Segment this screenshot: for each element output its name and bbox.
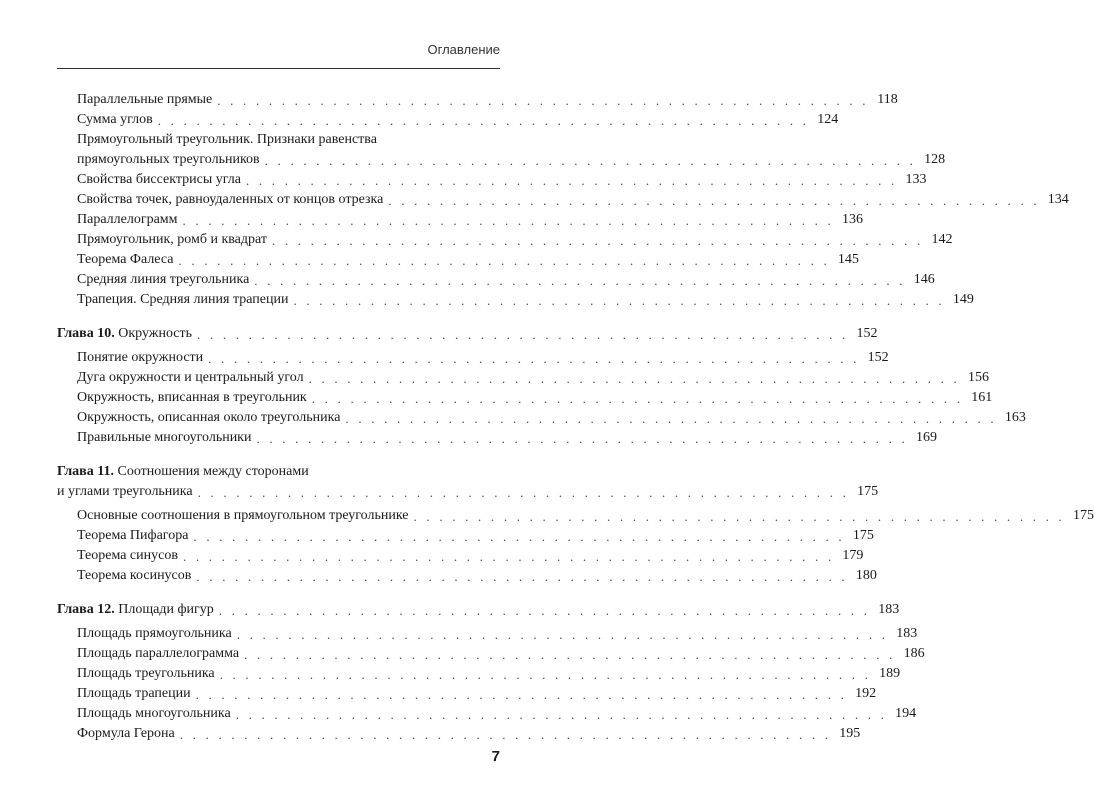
toc-entry[interactable]: [57, 684, 877, 704]
toc-entry-title: Дуга окружности и центральный угол: [77, 370, 304, 385]
leader-dots: . . . . . . . . . . . . . . . . . . . . . . . . . . . . . . . . . . . . . . . . . . . . . . . . . . .: [217, 93, 869, 108]
toc-entry-page: 149: [952, 292, 974, 307]
leader-dots: . . . . . . . . . . . . . . . . . . . . . . . . . . . . . . . . . . . . . . . . . . . . . . . . . . .: [182, 213, 834, 228]
toc-entry-page: 136: [841, 212, 863, 227]
leader-dots: . . . . . . . . . . . . . . . . . . . . . . . . . . . . . . . . . . . . . . . . . . . . . . . . . . .: [311, 391, 964, 406]
toc-entry-title: Сумма углов: [77, 112, 153, 127]
leader-dots: . . . . . . . . . . . . . . . . . . . . . . . . . . . . . . . . . . . . . . . . . . . . . . . . . . .: [271, 233, 924, 248]
toc-entry-page: 161: [971, 390, 993, 405]
toc-entry-page: 179: [842, 548, 864, 563]
toc-chapter-11-line1[interactable]: [57, 462, 500, 482]
running-header: Оглавление: [427, 42, 500, 57]
toc-entry-title: Площадь треугольника: [77, 666, 215, 681]
chapter-page: 152: [856, 326, 878, 341]
toc-entry[interactable]: [57, 210, 863, 230]
chapter-title: и углами треугольника: [57, 484, 193, 499]
toc-entry[interactable]: [57, 566, 877, 586]
leader-dots: . . . . . . . . . . . . . . . . . . . . . . . . . . . . . . . . . . . . . . . . . . . . . . . . . . .: [195, 687, 848, 702]
toc-entry[interactable]: [57, 110, 839, 130]
toc-entry-title-line1: Прямоугольный треугольник. Признаки равенства: [77, 132, 377, 147]
toc-entry[interactable]: [57, 644, 925, 664]
toc-entry-title: Теорема Фалеса: [77, 252, 174, 267]
toc-entry[interactable]: [57, 506, 1094, 526]
toc-entry-title: Параллельные прямые: [77, 92, 213, 107]
toc-entry[interactable]: [57, 230, 953, 250]
toc-chapter-12[interactable]: [57, 600, 900, 620]
chapter-page: 175: [857, 484, 879, 499]
toc-entry-title: Площадь параллелограмма: [77, 646, 240, 661]
toc-entry-page: 180: [855, 568, 877, 583]
toc-chapter-10[interactable]: [57, 324, 878, 344]
leader-dots: . . . . . . . . . . . . . . . . . . . . . . . . . . . . . . . . . . . . . . . . . . . . . . . . . . .: [388, 193, 1040, 208]
toc-entry-title: прямоугольных треугольников: [77, 152, 260, 167]
toc-entry[interactable]: [57, 348, 889, 368]
section-gap: [57, 310, 500, 324]
toc-entry[interactable]: [57, 408, 1026, 428]
toc-entry-page: 152: [867, 350, 889, 365]
leader-dots: . . . . . . . . . . . . . . . . . . . . . . . . . . . . . . . . . . . . . . . . . . . . . . . . . . .: [264, 153, 917, 168]
leader-dots: . . . . . . . . . . . . . . . . . . . . . . . . . . . . . . . . . . . . . . . . . . . . . . . . . . .: [254, 273, 906, 288]
leader-dots: . . . . . . . . . . . . . . . . . . . . . . . . . . . . . . . . . . . . . . . . . . . . . . . . . . .: [157, 113, 810, 128]
toc-entry-title: Теорема Пифагора: [77, 528, 189, 543]
toc-entry-title: Средняя линия треугольника: [77, 272, 250, 287]
toc-entry-page: 142: [931, 232, 953, 247]
leader-dots: . . . . . . . . . . . . . . . . . . . . . . . . . . . . . . . . . . . . . . . . . . . . . . . . . . .: [235, 707, 888, 722]
toc-chapter-11[interactable]: [57, 482, 879, 502]
toc-entry[interactable]: [57, 388, 993, 408]
toc-entry[interactable]: [57, 368, 990, 388]
toc-entry[interactable]: [57, 546, 864, 566]
leader-dots: . . . . . . . . . . . . . . . . . . . . . . . . . . . . . . . . . . . . . . . . . . . . . . . . . . .: [413, 509, 1065, 524]
toc-entry[interactable]: [57, 664, 901, 684]
toc-entry-title: Площадь прямоугольника: [77, 626, 232, 641]
chapter-title-line1: Соотношения между сторонами: [117, 464, 309, 479]
toc-entry-page: 133: [905, 172, 927, 187]
toc-entry-page: 145: [837, 252, 859, 267]
toc-entry[interactable]: [57, 250, 859, 270]
leader-dots: . . . . . . . . . . . . . . . . . . . . . . . . . . . . . . . . . . . . . . . . . . . . . . . . . . .: [219, 667, 872, 682]
toc-entry-title: Параллелограмм: [77, 212, 178, 227]
header-rule: [57, 68, 500, 69]
leader-dots: . . . . . . . . . . . . . . . . . . . . . . . . . . . . . . . . . . . . . . . . . . . . . . . . . . .: [208, 351, 860, 366]
toc-entry-title: Понятие окружности: [77, 350, 204, 365]
leader-dots: . . . . . . . . . . . . . . . . . . . . . . . . . . . . . . . . . . . . . . . . . . . . . . . . . . .: [345, 411, 997, 426]
toc-entry[interactable]: [57, 704, 917, 724]
toc-entry-page: 128: [924, 152, 946, 167]
toc-entry[interactable]: [57, 624, 918, 644]
leader-dots: . . . . . . . . . . . . . . . . . . . . . . . . . . . . . . . . . . . . . . . . . . . . . . . . . . .: [196, 569, 848, 584]
toc-entry-title: Прямоугольник, ромб и квадрат: [77, 232, 267, 247]
toc-entry[interactable]: [57, 526, 874, 546]
toc-entry-page: 183: [896, 626, 918, 641]
leader-dots: . . . . . . . . . . . . . . . . . . . . . . . . . . . . . . . . . . . . . . . . . . . . . . . . . . .: [293, 293, 945, 308]
toc-entry-title: Площадь многоугольника: [77, 706, 231, 721]
toc-entry[interactable]: [57, 270, 935, 290]
toc-entry-page: 118: [877, 92, 898, 107]
toc-entry-page: 195: [839, 726, 861, 741]
toc-entry-page: 156: [968, 370, 990, 385]
chapter-label: Глава 10.: [57, 326, 115, 341]
toc-entry-page: 189: [879, 666, 901, 681]
toc-entry-page: 186: [903, 646, 925, 661]
toc-entry[interactable]: [57, 428, 937, 448]
leader-dots: . . . . . . . . . . . . . . . . . . . . . . . . . . . . . . . . . . . . . . . . . . . . . . . . . . .: [246, 173, 898, 188]
toc-entry-page: 175: [852, 528, 874, 543]
chapter-label: Глава 12.: [57, 602, 115, 617]
toc-entry-title: Площадь трапеции: [77, 686, 191, 701]
toc-entry-page: 194: [895, 706, 917, 721]
toc-entry[interactable]: [57, 724, 861, 744]
chapter-title: Окружность: [118, 326, 193, 341]
toc-entry-page: 169: [915, 430, 937, 445]
leader-dots: . . . . . . . . . . . . . . . . . . . . . . . . . . . . . . . . . . . . . . . . . . . . . . . . . . .: [197, 327, 849, 342]
toc-entry-page: 175: [1072, 508, 1094, 523]
leader-dots: . . . . . . . . . . . . . . . . . . . . . . . . . . . . . . . . . . . . . . . . . . . . . . . . . . .: [256, 431, 908, 446]
leader-dots: . . . . . . . . . . . . . . . . . . . . . . . . . . . . . . . . . . . . . . . . . . . . . . . . . . .: [178, 253, 830, 268]
page-number: 7: [491, 748, 500, 765]
toc-entry-page: 124: [817, 112, 839, 127]
toc-entry-title: Правильные многоугольники: [77, 430, 252, 445]
toc-entry-page: 146: [913, 272, 935, 287]
toc-entry-page: 163: [1004, 410, 1026, 425]
toc-entry-title: Теорема синусов: [77, 548, 178, 563]
leader-dots: . . . . . . . . . . . . . . . . . . . . . . . . . . . . . . . . . . . . . . . . . . . . . . . . . . .: [182, 549, 835, 564]
toc-entry-title: Свойства биссектрисы угла: [77, 172, 241, 187]
leader-dots: . . . . . . . . . . . . . . . . . . . . . . . . . . . . . . . . . . . . . . . . . . . . . . . . . . .: [218, 603, 871, 618]
leader-dots: . . . . . . . . . . . . . . . . . . . . . . . . . . . . . . . . . . . . . . . . . . . . . . . . . . .: [197, 485, 850, 500]
toc-entry-title: Свойства точек, равноудаленных от концов отрезка: [77, 192, 384, 207]
leader-dots: . . . . . . . . . . . . . . . . . . . . . . . . . . . . . . . . . . . . . . . . . . . . . . . . . . .: [193, 529, 845, 544]
table-of-contents: [57, 90, 1094, 744]
toc-entry[interactable]: [57, 190, 1069, 210]
leader-dots: . . . . . . . . . . . . . . . . . . . . . . . . . . . . . . . . . . . . . . . . . . . . . . . . . . .: [236, 627, 889, 642]
toc-entry-title: Окружность, вписанная в треугольник: [77, 390, 307, 405]
toc-entry-title: Основные соотношения в прямоугольном треугольнике: [77, 508, 409, 523]
toc-entry-title: Теорема косинусов: [77, 568, 192, 583]
leader-dots: . . . . . . . . . . . . . . . . . . . . . . . . . . . . . . . . . . . . . . . . . . . . . . . . . . .: [308, 371, 961, 386]
chapter-title: Площади фигур: [118, 602, 214, 617]
chapter-label: Глава 11.: [57, 464, 114, 479]
leader-dots: . . . . . . . . . . . . . . . . . . . . . . . . . . . . . . . . . . . . . . . . . . . . . . . . . . .: [179, 727, 832, 742]
toc-entry-title: Формула Герона: [77, 726, 175, 741]
section-gap: [57, 448, 500, 462]
toc-entry[interactable]: [57, 170, 927, 190]
toc-entry-title: Трапеция. Средняя линия трапеции: [77, 292, 289, 307]
toc-entry-page: 192: [855, 686, 877, 701]
toc-entry-title: Окружность, описанная около треугольника: [77, 410, 341, 425]
chapter-page: 183: [878, 602, 900, 617]
leader-dots: . . . . . . . . . . . . . . . . . . . . . . . . . . . . . . . . . . . . . . . . . . . . . . . . . . .: [244, 647, 896, 662]
toc-entry[interactable]: [57, 290, 974, 310]
toc-entry[interactable]: [57, 90, 898, 110]
section-gap: [57, 586, 500, 600]
toc-entry[interactable]: [57, 150, 946, 170]
toc-entry-page: 134: [1047, 192, 1069, 207]
